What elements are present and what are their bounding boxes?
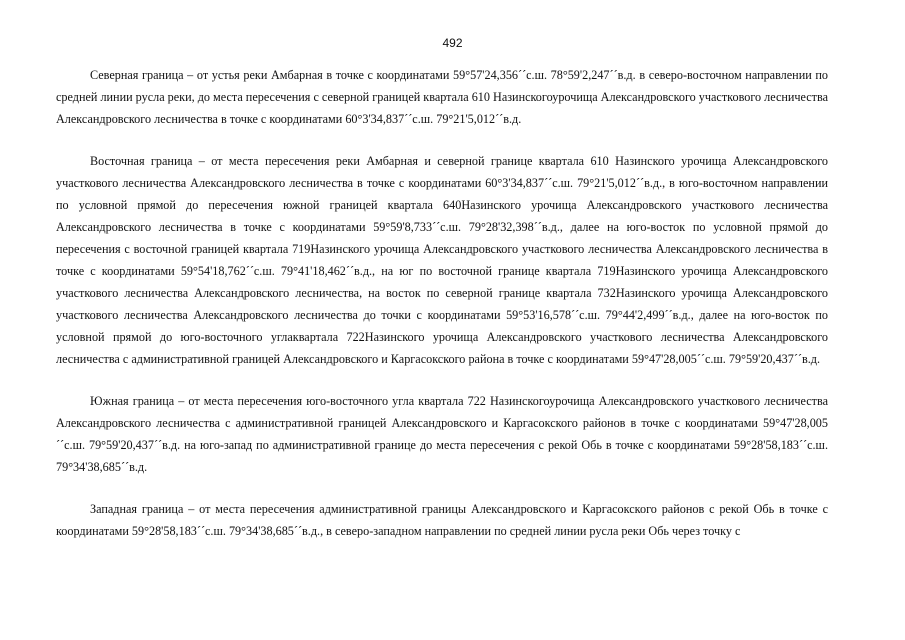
paragraph-north-boundary: Северная граница – от устья реки Амбарная в точке с координатами 59°57'24,356´´с.ш. 78°59'2,247´´в.д. в северо-восточном направлении по средней линии русла реки, до места пересечения с северной границей квартала 610 Назинскогоурочища Александровского участкового лесничества Александровского лесничества в точке с координатами 60°3'34,837´´с.ш. 79°21'5,012´´в.д.	[56, 68, 828, 126]
paragraph-east-boundary: Восточная граница – от места пересечения реки Амбарная и северной границе квартала 610 Назинского урочища Александровского участкового лесничества Александровского лесничества в точке с координатами 60°3'34,837´´с.ш. 79°21'5,012´´в.д., в юго-восточном направлении по условной прямой до пересечения южной границей квартала 640Назинского урочища Александровского участкового лесничества Александровского лесничества в точке с координатами 59°59'8,733´´с.ш. 79°28'32,398´´в.д., далее на юго-восток по условной прямой до пересечения с восточной границей квартала 719Назинского урочища Александровского участкового лесничества Александровского лесничества в точке с координатами 59°54'18,762´´с.ш. 79°41'18,462´´в.д., на юг по восточной границе квартала 719Назинского урочища Александровского участкового лесничества Александровского лесничества, на восток по северной границе квартала 732Назинского урочища Александровского участкового лесничества Александровского лесничества до точки с координатами 59°53'16,578´´с.ш. 79°44'2,499´´в.д., далее на юго-восток по условной прямой до юго-восточного углаквартала 722Назинского урочища Александровского участкового лесничества Александровского лесничества с административной границей Александровского и Каргасокского района в точке с координатами 59°47'28,005´´с.ш. 79°59'20,437´´в.д.	[56, 154, 828, 366]
page-number: 492	[442, 36, 463, 50]
document-body	[56, 64, 828, 562]
paragraph-west-boundary: Западная граница – от места пересечения административной границы Александровского и Каргасокского районов с рекой Обь в точке с координатами 59°28'58,183´´с.ш. 79°34'38,685´´в.д., в северо-западном направлении по средней линии русла реки Обь через точку с	[56, 502, 828, 538]
paragraph-south-boundary: Южная граница – от места пересечения юго-восточного угла квартала 722 Назинскогоурочища Александровского участкового лесничества Александровского лесничества с административной границей Александровского и Каргасокского районов в точке с координатами 59°47'28,005´´с.ш. 79°59'20,437´´в.д. на юго-запад по административной границе до места пересечения с рекой Обь в точке с координатами 59°28'58,183´´с.ш. 79°34'38,685´´в.д.	[56, 394, 828, 474]
